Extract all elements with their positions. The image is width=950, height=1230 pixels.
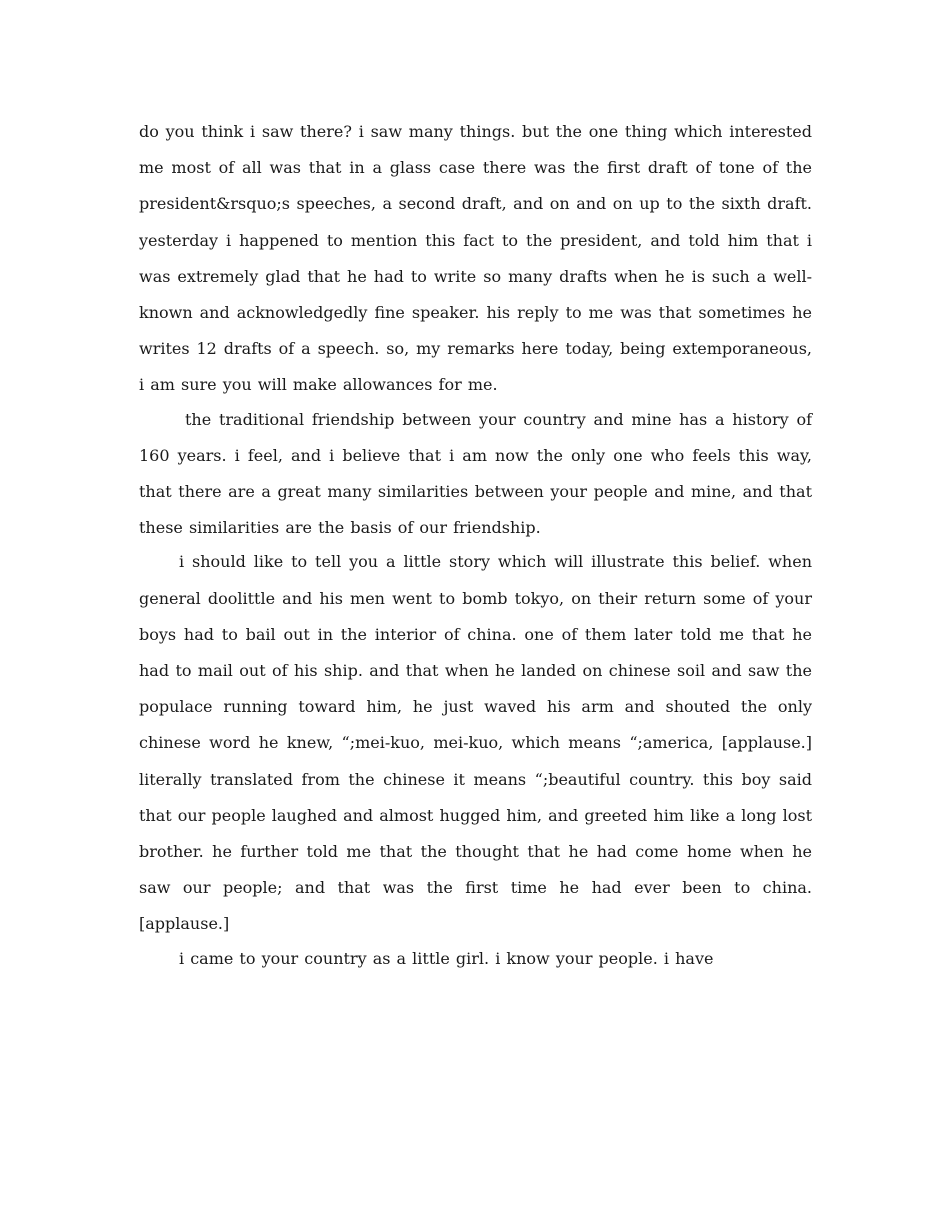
paragraph-2: the traditional friendship between your country and mine has a history of 160 years. i feel, and i believe that i am now the only one who feels this way, that there are a great many similarities between your people and mine, and that these similarities are the basis of our friendship. [139, 409, 812, 538]
document-page [139, 114, 812, 977]
paragraph-4: i came to your country as a little girl. i know your people. i have [179, 948, 714, 968]
paragraph-3: i should like to tell you a little story which will illustrate this belief. when general doolittle and his men went to bomb tokyo, on their return some of your boys had to bail out in the interior of china. one of them later told me that he had to mail out of his ship. and that when he landed on chinese soil and saw the populace running toward him, he just waved his arm and shouted the only chinese word he knew, “;mei-kuo, mei-kuo, which means “;america, [applause.] literally translated from the chinese it means “;beautiful country. this boy said that our people laughed and almost hugged him, and greeted him like a long lost brother. he further told me that the thought that he had come home when he saw our people; and that was the first time he had ever been to china. [applause.] [139, 552, 812, 934]
paragraph-1: do you think i saw there? i saw many things. but the one thing which interested me most of all was that in a glass case there was the first draft of tone of the president&rsquo;s speeches, a second draft, and on and on up to the sixth draft. yesterday i happened to mention this fact to the president, and told him that i was extremely glad that he had to write so many drafts when he is such a well-known and acknowledgedly fine speaker. his reply to me was that sometimes he writes 12 drafts of a speech. so, my remarks here today, being extemporaneous, i am sure you will make allowances for me. [139, 122, 812, 395]
